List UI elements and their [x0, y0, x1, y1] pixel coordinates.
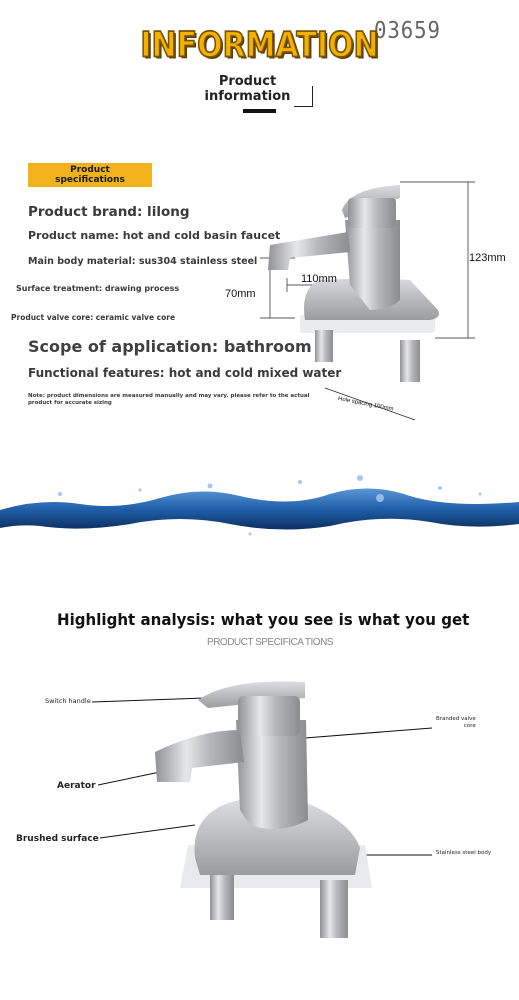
spec-note: Note: product dimensions are measured manually and may vary. please refer to the actual product for accurate sizing: [28, 393, 310, 406]
spec-scope: Scope of application: bathroom: [28, 337, 312, 356]
subtitle-line-1: Product: [218, 74, 277, 89]
spec-brand: Product brand: lilong: [28, 204, 190, 220]
subtitle-underline: [243, 109, 276, 113]
spec-features: Functional features: hot and cold mixed water: [28, 366, 342, 380]
dimension-hole-spacing: Hole spacing 100mm: [337, 396, 394, 413]
badge-line-2: specifications: [55, 175, 125, 185]
dimension-height: 123mm: [469, 252, 506, 264]
dimension-spout: 110mm: [301, 273, 337, 285]
highlight-subtitle: PRODUCT SPECIFICA TIONS: [207, 637, 333, 648]
water-wave-decoration: [0, 468, 519, 548]
page-code: 03659: [374, 18, 441, 44]
label-aerator: Aerator: [57, 781, 96, 791]
label-steel-body: Stainless steel body: [436, 850, 492, 856]
spec-surface: Surface treatment: drawing process: [16, 284, 180, 293]
valve-label-line-1: Branded valve: [436, 716, 476, 722]
label-switch-handle: Switch handle: [45, 697, 91, 705]
dimension-base: 70mm: [225, 288, 256, 300]
highlight-title: Highlight analysis: what you see is what you get: [57, 610, 470, 629]
badge-line-1: Product: [70, 165, 110, 175]
spec-name: Product name: hot and cold basin faucet: [28, 229, 281, 242]
faucet-feature-drawing: [0, 670, 519, 950]
faucet-dimension-drawing: [250, 170, 519, 430]
information-title: INFORMATION: [140, 25, 379, 66]
label-valve-core: [436, 716, 476, 730]
label-brushed-surface: Brushed surface: [16, 834, 99, 844]
product-information-subtitle: [200, 74, 295, 104]
spec-valve-core: Product valve core: ceramic valve core: [11, 313, 176, 322]
subtitle-line-2: information: [204, 89, 291, 104]
specifications-badge: [28, 163, 152, 187]
valve-label-line-2: core: [463, 723, 476, 729]
spec-material: Main body material: sus304 stainless steel: [28, 256, 258, 267]
subtitle-bracket: [294, 86, 313, 107]
